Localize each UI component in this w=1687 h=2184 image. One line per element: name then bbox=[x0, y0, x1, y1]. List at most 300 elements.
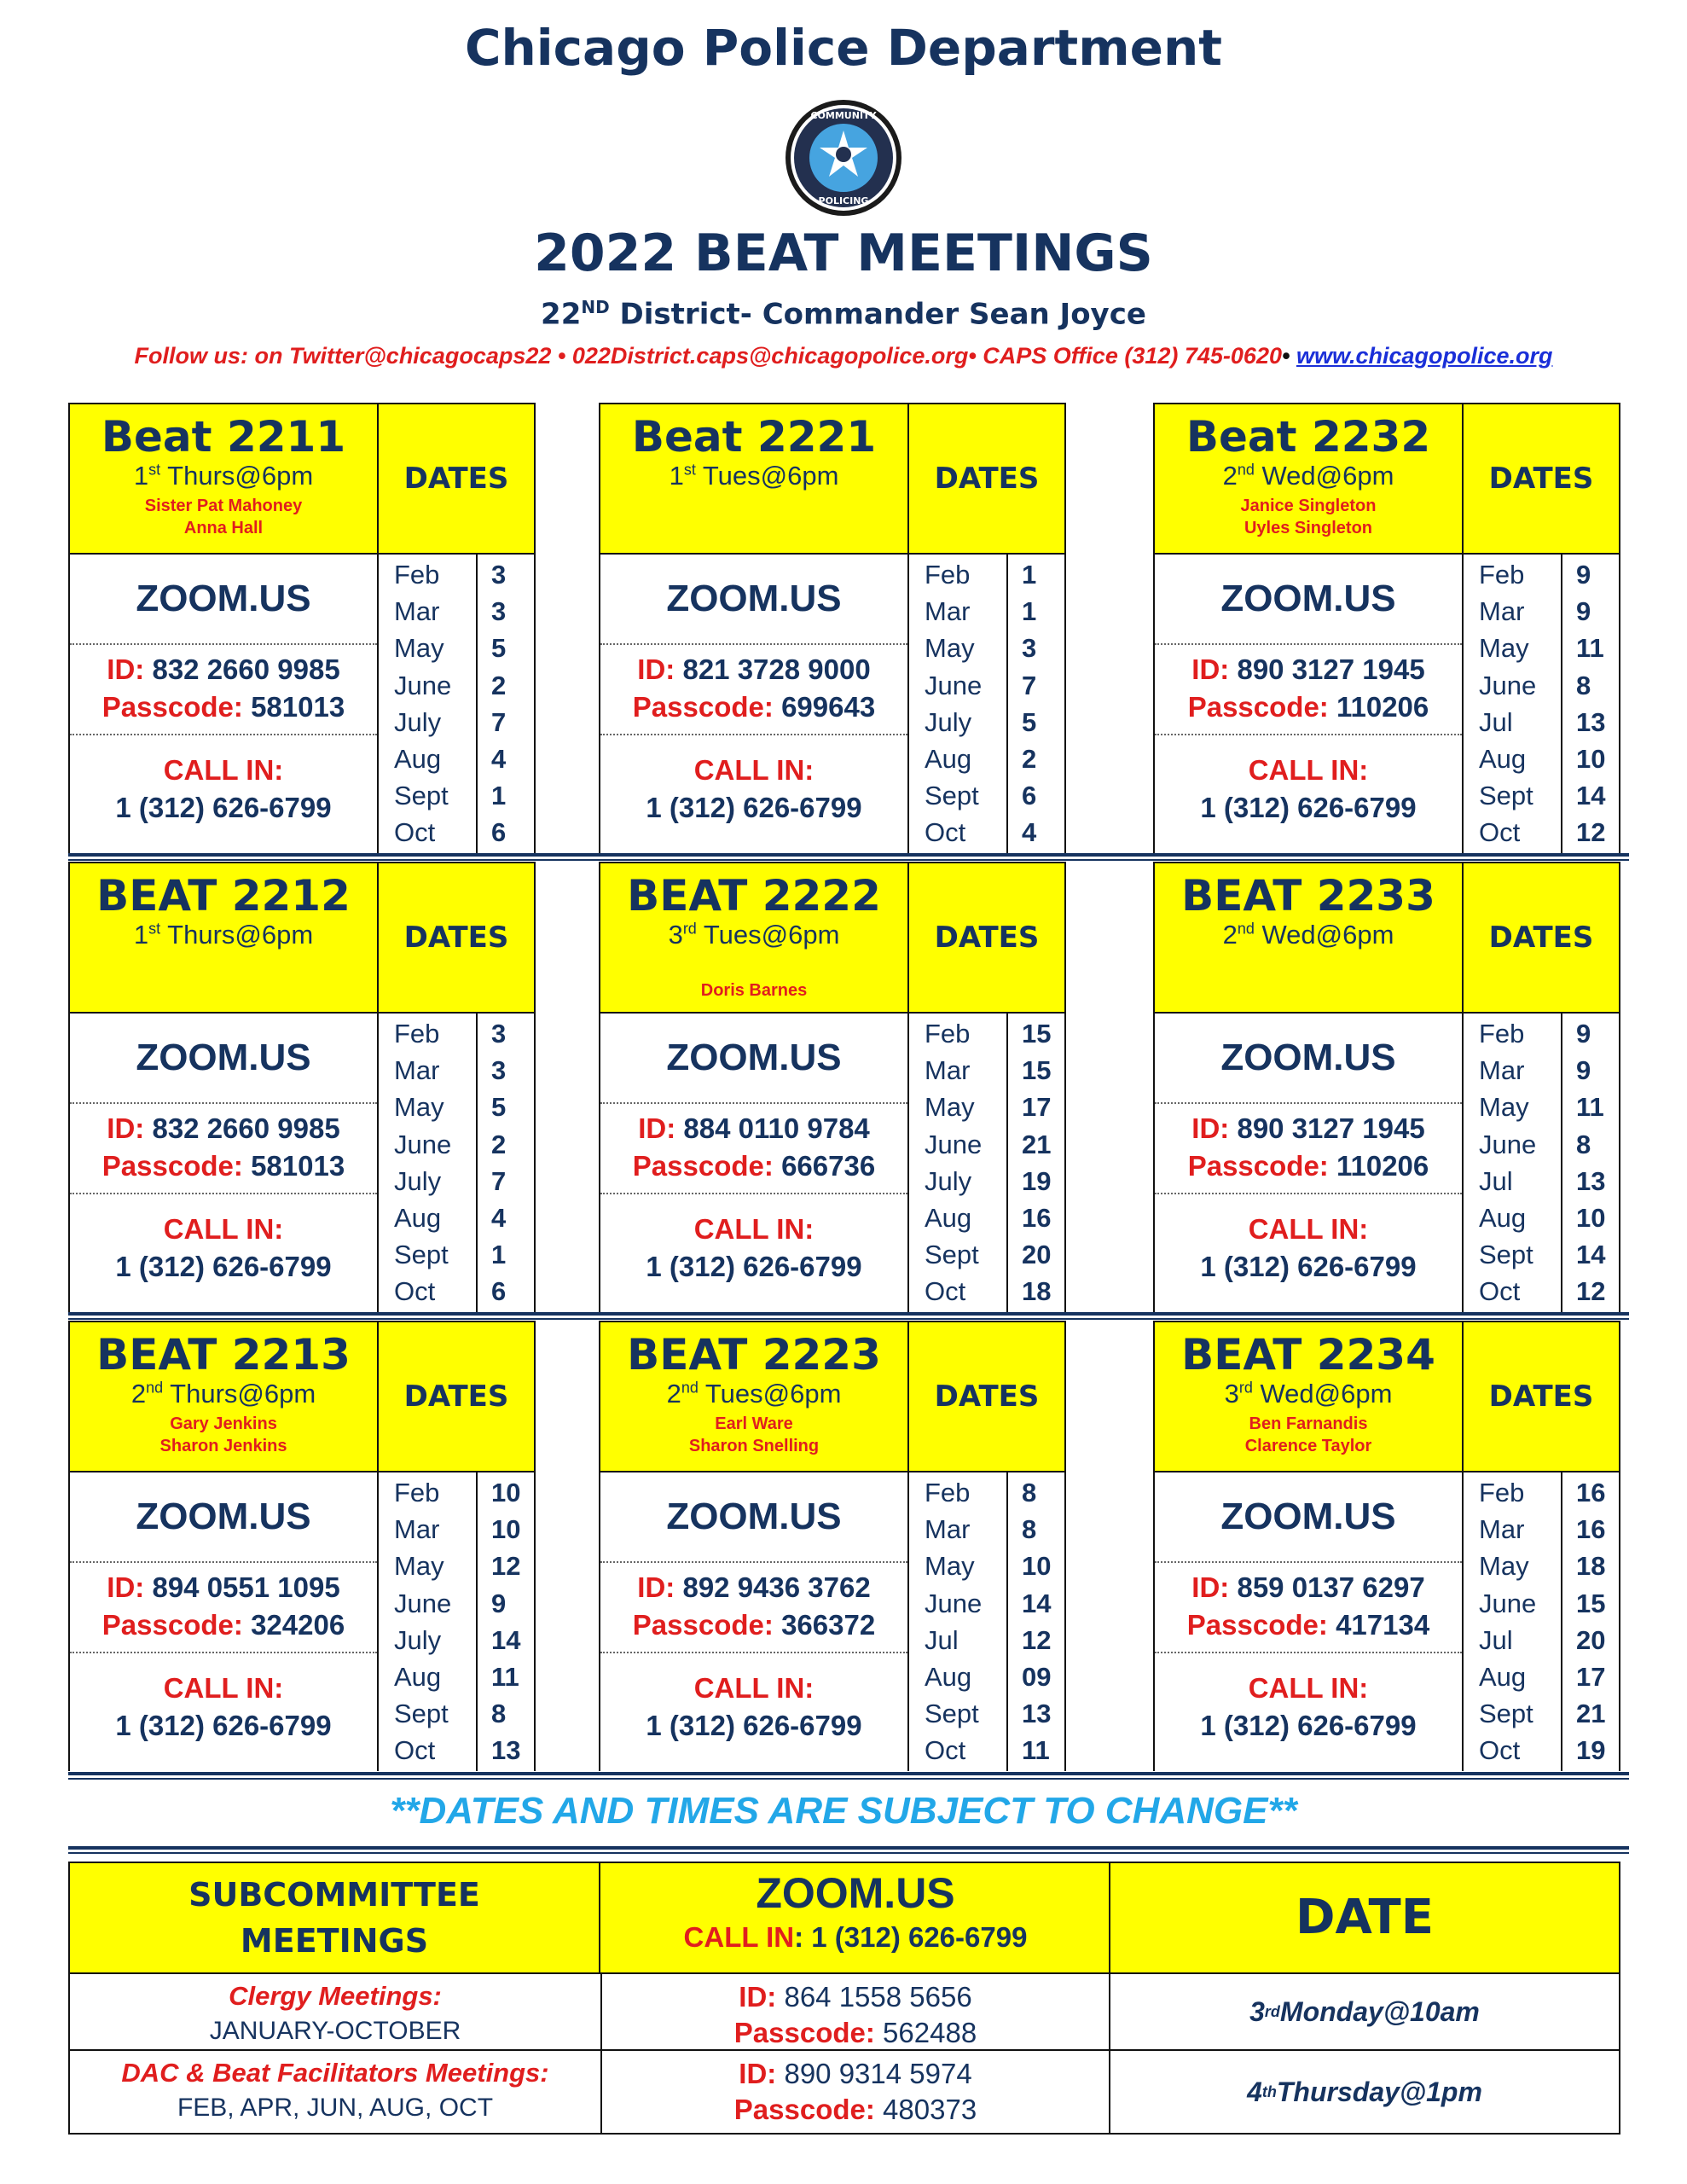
meeting-month: June bbox=[1479, 670, 1537, 700]
date-row bbox=[379, 704, 534, 741]
meeting-month: Aug bbox=[1479, 744, 1527, 774]
meeting-month: Oct bbox=[925, 1735, 966, 1766]
zoom-label: ZOOM.US bbox=[70, 1472, 377, 1563]
meeting-month: June bbox=[394, 1129, 452, 1159]
facilitator-name: Gary Jenkins bbox=[170, 1414, 277, 1433]
date-row bbox=[1464, 704, 1619, 741]
date-row bbox=[379, 1622, 534, 1658]
date-row bbox=[1464, 667, 1619, 704]
meeting-day: 9 bbox=[1576, 596, 1591, 627]
call-in-number: 1 (312) 626-6799 bbox=[115, 1251, 332, 1282]
date-row bbox=[909, 1474, 1064, 1511]
call-in-number: 1 (312) 626-6799 bbox=[1200, 1710, 1417, 1741]
facilitator-name: Earl Ware bbox=[715, 1414, 793, 1433]
date-row bbox=[1464, 1474, 1619, 1511]
dates-label: DATES bbox=[934, 921, 1040, 955]
dates-column bbox=[909, 1472, 1064, 1771]
meeting-credentials: ID: 832 2660 9985 Passcode: 581013 bbox=[70, 645, 377, 735]
district-line: 22ND District- Commander Sean Joyce bbox=[541, 297, 1146, 332]
date-row bbox=[379, 1089, 534, 1125]
date-row bbox=[1464, 1622, 1619, 1658]
subcommittee-row: DAC & Beat Facilitators Meetings: FEB, APR, JUN, AUG, OCT ID: 890 9314 5974 Passcode: 480373 4 th Thursday@1pm bbox=[70, 2051, 1619, 2133]
meeting-credentials: ID: 884 0110 9784 Passcode: 666736 bbox=[600, 1104, 907, 1194]
follow-line: Follow us: on Twitter@chicagocaps22 • 022District.caps@chicagopolice.org• CAPS Office (312) 745-0620• www.chicagopolice.org bbox=[134, 343, 1553, 369]
meeting-day: 9 bbox=[1576, 1055, 1591, 1086]
meeting-day: 12 bbox=[491, 1551, 521, 1582]
meeting-day: 3 bbox=[491, 560, 507, 590]
date-row bbox=[1464, 1052, 1619, 1089]
date-row bbox=[1464, 1658, 1619, 1695]
meeting-day: 19 bbox=[1022, 1165, 1052, 1196]
meeting-credentials: ID: 892 9436 3762 Passcode: 366372 bbox=[600, 1563, 907, 1653]
dates-label: DATES bbox=[934, 462, 1040, 496]
dates-label: DATES bbox=[403, 462, 509, 496]
facilitator-name: Sharon Jenkins bbox=[159, 1436, 287, 1455]
meeting-day: 3 bbox=[491, 1019, 507, 1048]
facilitator-name: Janice Singleton bbox=[1240, 496, 1377, 515]
meeting-day: 16 bbox=[1576, 1514, 1606, 1545]
beat-schedule: 1st Thurs@6pm bbox=[133, 460, 314, 491]
meeting-day: 13 bbox=[1576, 1165, 1606, 1196]
call-in: CALL IN: 1 (312) 626-6799 bbox=[1155, 1194, 1462, 1310]
meeting-credentials: ID: 821 3728 9000 Passcode: 699643 bbox=[600, 645, 907, 735]
meeting-month: Mar bbox=[925, 1055, 971, 1086]
date-row bbox=[379, 630, 534, 666]
meeting-month: Aug bbox=[394, 1662, 442, 1692]
zoom-label: ZOOM.US bbox=[70, 1014, 377, 1104]
meeting-month: Jul bbox=[1479, 1624, 1513, 1655]
date-row bbox=[379, 1511, 534, 1548]
meeting-month: Sept bbox=[925, 781, 979, 811]
meeting-day: 09 bbox=[1022, 1662, 1052, 1692]
meeting-credentials: ID: 890 3127 1945 Passcode: 110206 bbox=[1155, 1104, 1462, 1194]
dates-column bbox=[909, 1014, 1064, 1312]
call-in: CALL IN: 1 (312) 626-6799 bbox=[70, 1653, 377, 1769]
meeting-day: 14 bbox=[1576, 781, 1606, 811]
meeting-id: 894 0551 1095 bbox=[152, 1571, 340, 1603]
zoom-label: ZOOM.US bbox=[600, 555, 907, 645]
date-row bbox=[379, 1236, 534, 1273]
date-row bbox=[379, 1126, 534, 1163]
meeting-month: Feb bbox=[1479, 560, 1525, 590]
meeting-month: July bbox=[925, 1165, 972, 1196]
meeting-month: Sept bbox=[1479, 1699, 1533, 1729]
meeting-day: 13 bbox=[1576, 706, 1606, 737]
meeting-day: 11 bbox=[1022, 1735, 1050, 1766]
meeting-day: 14 bbox=[491, 1624, 521, 1655]
community-policing-logo bbox=[784, 98, 903, 218]
date-row bbox=[379, 1052, 534, 1089]
date-row bbox=[379, 1163, 534, 1199]
meeting-month: Sept bbox=[394, 1699, 449, 1729]
meeting-month: May bbox=[925, 1551, 975, 1582]
subcommittee-header-date: DATE bbox=[1296, 1890, 1434, 1945]
meeting-credentials: ID: 832 2660 9985 Passcode: 581013 bbox=[70, 1104, 377, 1194]
meeting-day: 10 bbox=[1022, 1551, 1052, 1582]
year-title: 2022 BEAT MEETINGS bbox=[534, 224, 1153, 283]
dates-label: DATES bbox=[1488, 921, 1594, 955]
date-row bbox=[1464, 1199, 1619, 1236]
date-row bbox=[909, 1622, 1064, 1658]
beat-name: BEAT 2213 bbox=[96, 1330, 351, 1380]
date-row bbox=[909, 630, 1064, 666]
meeting-day: 10 bbox=[1576, 744, 1606, 774]
beat-name: BEAT 2212 bbox=[96, 871, 351, 921]
beat-schedule: 2nd Tues@6pm bbox=[666, 1378, 842, 1409]
call-in: CALL IN: 1 (312) 626-6799 bbox=[600, 735, 907, 851]
meeting-id: 859 0137 6297 bbox=[1237, 1571, 1425, 1603]
meeting-month: June bbox=[1479, 1588, 1537, 1618]
meeting-day: 7 bbox=[1022, 670, 1037, 700]
meeting-month: Aug bbox=[1479, 1203, 1527, 1233]
subcommittee-table bbox=[68, 1862, 1620, 2135]
beat-header bbox=[1153, 403, 1620, 555]
meeting-day: 6 bbox=[491, 1276, 507, 1307]
subcommittee-header-label: SUBCOMMITTEE MEETINGS bbox=[70, 1863, 600, 1972]
meeting-day: 7 bbox=[491, 706, 507, 737]
meeting-day: 8 bbox=[1022, 1514, 1037, 1545]
page-title: Chicago Police Department bbox=[464, 19, 1223, 77]
meeting-month: May bbox=[394, 633, 444, 664]
date-row bbox=[909, 1052, 1064, 1089]
meeting-day: 1 bbox=[1022, 596, 1037, 627]
date-row bbox=[909, 667, 1064, 704]
meeting-day: 12 bbox=[1576, 1276, 1606, 1307]
beat-card bbox=[68, 403, 536, 853]
meeting-month: May bbox=[1479, 1092, 1529, 1123]
meeting-day: 5 bbox=[1022, 706, 1037, 737]
beat-schedule: 1st Thurs@6pm bbox=[133, 919, 314, 950]
meeting-day: 6 bbox=[491, 817, 507, 848]
zoom-label: ZOOM.US bbox=[600, 1472, 907, 1563]
date-row bbox=[909, 704, 1064, 741]
meeting-day: 15 bbox=[1576, 1588, 1606, 1618]
meeting-day: 18 bbox=[1576, 1551, 1606, 1582]
meeting-month: Oct bbox=[1479, 1276, 1521, 1307]
meeting-month: Oct bbox=[394, 1276, 436, 1307]
date-row bbox=[379, 1695, 534, 1732]
meeting-passcode: 666736 bbox=[781, 1150, 876, 1182]
meeting-month: Aug bbox=[925, 744, 972, 774]
meeting-month: Feb bbox=[1479, 1478, 1525, 1507]
meeting-month: Mar bbox=[394, 1055, 440, 1086]
beat-card bbox=[68, 862, 536, 1312]
meeting-passcode: 110206 bbox=[1336, 691, 1429, 723]
meeting-passcode: 324206 bbox=[251, 1609, 345, 1641]
meeting-month: Mar bbox=[925, 596, 971, 627]
call-in: CALL IN: 1 (312) 626-6799 bbox=[70, 1194, 377, 1310]
date-row bbox=[909, 1511, 1064, 1548]
meeting-day: 21 bbox=[1022, 1129, 1052, 1159]
meeting-day: 9 bbox=[1576, 560, 1591, 590]
date-row bbox=[909, 556, 1064, 593]
meeting-month: Sept bbox=[925, 1240, 979, 1270]
meeting-credentials: ID: 859 0137 6297 Passcode: 417134 bbox=[1155, 1563, 1462, 1653]
meeting-day: 15 bbox=[1022, 1055, 1052, 1086]
meeting-day: 10 bbox=[491, 1478, 521, 1507]
call-in: CALL IN: 1 (312) 626-6799 bbox=[1155, 735, 1462, 851]
date-row bbox=[1464, 1732, 1619, 1769]
date-row bbox=[909, 1658, 1064, 1695]
meeting-month: Aug bbox=[1479, 1662, 1527, 1692]
meeting-month: Mar bbox=[394, 596, 440, 627]
meeting-day: 4 bbox=[1022, 817, 1037, 848]
meeting-month: Feb bbox=[925, 1019, 971, 1048]
beat-header bbox=[599, 403, 1066, 555]
subcommittee-header-zoom: ZOOM.US CALL IN: 1 (312) 626-6799 bbox=[602, 1863, 1110, 1972]
date-row bbox=[1464, 1089, 1619, 1125]
meeting-day: 12 bbox=[1576, 817, 1606, 848]
date-row bbox=[1464, 593, 1619, 630]
svg-text:POLICING: POLICING bbox=[818, 195, 869, 206]
meeting-month: July bbox=[925, 706, 972, 737]
meeting-month: May bbox=[1479, 1551, 1529, 1582]
call-in-number: 1 (312) 626-6799 bbox=[115, 1710, 332, 1741]
meeting-day: 20 bbox=[1576, 1624, 1606, 1655]
meeting-credentials: ID: 890 3127 1945 Passcode: 110206 bbox=[1155, 645, 1462, 735]
meeting-month: Aug bbox=[394, 744, 442, 774]
date-row bbox=[379, 1199, 534, 1236]
beat-name: Beat 2232 bbox=[1186, 412, 1431, 462]
meeting-day: 17 bbox=[1022, 1092, 1052, 1123]
meeting-month: Aug bbox=[925, 1662, 972, 1692]
meeting-month: Feb bbox=[925, 560, 971, 590]
meeting-day: 16 bbox=[1022, 1203, 1052, 1233]
date-row bbox=[909, 593, 1064, 630]
date-row bbox=[1464, 741, 1619, 777]
beat-card bbox=[599, 403, 1066, 853]
dates-column bbox=[379, 1014, 534, 1312]
meeting-day: 3 bbox=[1022, 633, 1037, 664]
meeting-passcode: 366372 bbox=[781, 1609, 876, 1641]
meeting-day: 8 bbox=[1576, 1129, 1591, 1159]
date-row bbox=[379, 1015, 534, 1052]
meeting-month: Jul bbox=[925, 1624, 959, 1655]
notice-text: **DATES AND TIMES ARE SUBJECT TO CHANGE** bbox=[390, 1790, 1297, 1832]
beat-header bbox=[599, 1321, 1066, 1472]
meeting-day: 12 bbox=[1022, 1624, 1052, 1655]
zoom-label: ZOOM.US bbox=[1155, 555, 1462, 645]
date-row bbox=[909, 1199, 1064, 1236]
meeting-passcode: 417134 bbox=[1336, 1609, 1430, 1641]
call-in-number: 1 (312) 626-6799 bbox=[646, 1251, 862, 1282]
date-row bbox=[379, 1732, 534, 1769]
date-row bbox=[909, 1236, 1064, 1273]
beat-header bbox=[1153, 862, 1620, 1014]
meeting-day: 5 bbox=[491, 1092, 507, 1123]
date-row bbox=[909, 777, 1064, 814]
date-row bbox=[1464, 1511, 1619, 1548]
meeting-id: 821 3728 9000 bbox=[682, 653, 871, 685]
meeting-month: Aug bbox=[394, 1203, 442, 1233]
meeting-day: 3 bbox=[491, 596, 507, 627]
meeting-month: Aug bbox=[925, 1203, 972, 1233]
facilitator-name: Sharon Snelling bbox=[688, 1436, 820, 1455]
dates-column bbox=[909, 555, 1064, 853]
meeting-id: 890 3127 1945 bbox=[1237, 1112, 1425, 1144]
meeting-month: Feb bbox=[394, 1019, 440, 1048]
meeting-day: 19 bbox=[1576, 1735, 1606, 1766]
meeting-month: Oct bbox=[925, 1276, 966, 1307]
website-link[interactable]: www.chicagopolice.org bbox=[1296, 343, 1553, 369]
beat-card bbox=[1153, 1321, 1620, 1771]
date-row bbox=[1464, 777, 1619, 814]
dates-label: DATES bbox=[403, 921, 509, 955]
zoom-label: ZOOM.US bbox=[1155, 1014, 1462, 1104]
meeting-month: Mar bbox=[925, 1514, 971, 1545]
beat-name: BEAT 2222 bbox=[627, 871, 881, 921]
date-row bbox=[1464, 1236, 1619, 1273]
meeting-day: 10 bbox=[491, 1514, 521, 1545]
date-row bbox=[379, 777, 534, 814]
meeting-month: May bbox=[394, 1092, 444, 1123]
dates-column bbox=[1464, 1014, 1619, 1312]
meeting-month: Oct bbox=[394, 817, 436, 848]
meeting-day: 8 bbox=[1022, 1478, 1037, 1507]
meeting-month: Feb bbox=[394, 1478, 440, 1507]
dates-label: DATES bbox=[403, 1380, 509, 1414]
beat-name: BEAT 2223 bbox=[627, 1330, 881, 1380]
subcommittee-header-row bbox=[70, 1863, 1619, 1974]
date-row bbox=[909, 741, 1064, 777]
meeting-month: Feb bbox=[925, 1478, 971, 1507]
date-row bbox=[909, 1732, 1064, 1769]
date-row bbox=[1464, 1585, 1619, 1622]
meeting-day: 4 bbox=[491, 1203, 507, 1233]
beat-schedule: 3rd Tues@6pm bbox=[668, 919, 840, 950]
beat-header bbox=[68, 862, 536, 1014]
beat-schedule: 2nd Thurs@6pm bbox=[130, 1378, 316, 1409]
date-row bbox=[379, 814, 534, 851]
beat-card bbox=[68, 1321, 536, 1771]
call-in: CALL IN: 1 (312) 626-6799 bbox=[600, 1194, 907, 1310]
meeting-day: 17 bbox=[1576, 1662, 1606, 1692]
date-row bbox=[1464, 630, 1619, 666]
meeting-day: 2 bbox=[1022, 744, 1037, 774]
call-in: CALL IN: 1 (312) 626-6799 bbox=[1155, 1653, 1462, 1769]
date-row bbox=[379, 1658, 534, 1695]
beat-name: Beat 2211 bbox=[101, 412, 346, 462]
meeting-day: 9 bbox=[491, 1588, 507, 1618]
meeting-day: 3 bbox=[491, 1055, 507, 1086]
date-row bbox=[909, 1015, 1064, 1052]
meeting-day: 20 bbox=[1022, 1240, 1052, 1270]
meeting-month: June bbox=[925, 1129, 983, 1159]
date-row bbox=[909, 814, 1064, 851]
meeting-month: May bbox=[394, 1551, 444, 1582]
date-row bbox=[909, 1585, 1064, 1622]
meeting-id: 892 9436 3762 bbox=[682, 1571, 871, 1603]
meeting-day: 1 bbox=[491, 781, 507, 811]
meeting-month: Oct bbox=[394, 1735, 436, 1766]
meeting-id: 832 2660 9985 bbox=[152, 1112, 340, 1144]
meeting-day: 7 bbox=[491, 1165, 507, 1196]
dates-label: DATES bbox=[1488, 1380, 1594, 1414]
subcommittee-row: Clergy Meetings: JANUARY-OCTOBER ID: 864 1558 5656 Passcode: 562488 3 rd Monday@10am bbox=[70, 1974, 1619, 2051]
beat-header bbox=[68, 1321, 536, 1472]
beat-schedule: 1st Tues@6pm bbox=[669, 460, 839, 491]
meeting-day: 1 bbox=[1022, 560, 1037, 590]
date-row bbox=[379, 667, 534, 704]
meeting-month: Oct bbox=[925, 817, 966, 848]
dates-column bbox=[1464, 1472, 1619, 1771]
beat-header bbox=[1153, 1321, 1620, 1472]
date-row bbox=[1464, 1015, 1619, 1052]
meeting-month: Jul bbox=[1479, 1165, 1513, 1196]
beat-name: BEAT 2233 bbox=[1181, 871, 1435, 921]
date-row bbox=[379, 593, 534, 630]
date-row bbox=[379, 556, 534, 593]
meeting-month: May bbox=[1479, 633, 1529, 664]
meeting-day: 2 bbox=[491, 670, 507, 700]
meeting-day: 5 bbox=[491, 633, 507, 664]
meeting-month: Mar bbox=[1479, 1514, 1525, 1545]
meeting-id: 832 2660 9985 bbox=[152, 653, 340, 685]
beat-header bbox=[68, 403, 536, 555]
meeting-day: 4 bbox=[491, 744, 507, 774]
meeting-month: Sept bbox=[1479, 781, 1533, 811]
beat-card bbox=[1153, 403, 1620, 853]
dates-column bbox=[1464, 555, 1619, 853]
beat-header bbox=[599, 862, 1066, 1014]
beat-card bbox=[599, 1321, 1066, 1771]
date-row bbox=[379, 1585, 534, 1622]
date-row bbox=[1464, 1126, 1619, 1163]
beat-schedule: 3rd Wed@6pm bbox=[1224, 1378, 1393, 1409]
date-row bbox=[909, 1548, 1064, 1584]
meeting-month: Sept bbox=[394, 1240, 449, 1270]
meeting-month: Mar bbox=[394, 1514, 440, 1545]
meeting-day: 14 bbox=[1576, 1240, 1606, 1270]
dates-column bbox=[379, 1472, 534, 1771]
meeting-month: June bbox=[925, 670, 983, 700]
facilitator-name: Doris Barnes bbox=[700, 980, 808, 1000]
call-in: CALL IN: 1 (312) 626-6799 bbox=[70, 735, 377, 851]
meeting-day: 13 bbox=[491, 1735, 521, 1766]
zoom-label: ZOOM.US bbox=[600, 1014, 907, 1104]
dates-column bbox=[379, 555, 534, 853]
meeting-credentials: ID: 894 0551 1095 Passcode: 324206 bbox=[70, 1563, 377, 1653]
date-row bbox=[909, 1273, 1064, 1310]
meeting-month: June bbox=[394, 670, 452, 700]
meeting-day: 21 bbox=[1576, 1699, 1606, 1729]
facilitator-name: Uyles Singleton bbox=[1244, 518, 1373, 537]
date-row bbox=[379, 1548, 534, 1584]
call-in-number: 1 (312) 626-6799 bbox=[1200, 792, 1417, 823]
meeting-month: July bbox=[394, 1624, 442, 1655]
meeting-passcode: 699643 bbox=[781, 691, 876, 723]
call-in-number: 1 (312) 626-6799 bbox=[646, 792, 862, 823]
meeting-month: Jul bbox=[1479, 706, 1513, 737]
meeting-day: 8 bbox=[491, 1699, 507, 1729]
meeting-day: 9 bbox=[1576, 1019, 1591, 1048]
call-in-number: 1 (312) 626-6799 bbox=[115, 792, 332, 823]
meeting-month: Sept bbox=[1479, 1240, 1533, 1270]
call-in-number: 1 (312) 626-6799 bbox=[646, 1710, 862, 1741]
dates-label: DATES bbox=[934, 1380, 1040, 1414]
date-row bbox=[379, 1474, 534, 1511]
date-row bbox=[1464, 556, 1619, 593]
facilitator-name: Clarence Taylor bbox=[1244, 1436, 1372, 1455]
date-row bbox=[379, 1273, 534, 1310]
call-in-number: 1 (312) 626-6799 bbox=[1200, 1251, 1417, 1282]
meeting-day: 11 bbox=[1576, 1092, 1604, 1123]
meeting-month: May bbox=[925, 1092, 975, 1123]
meeting-day: 6 bbox=[1022, 781, 1037, 811]
date-row bbox=[909, 1126, 1064, 1163]
svg-text:COMMUNITY: COMMUNITY bbox=[810, 110, 877, 121]
meeting-day: 11 bbox=[1576, 633, 1604, 664]
